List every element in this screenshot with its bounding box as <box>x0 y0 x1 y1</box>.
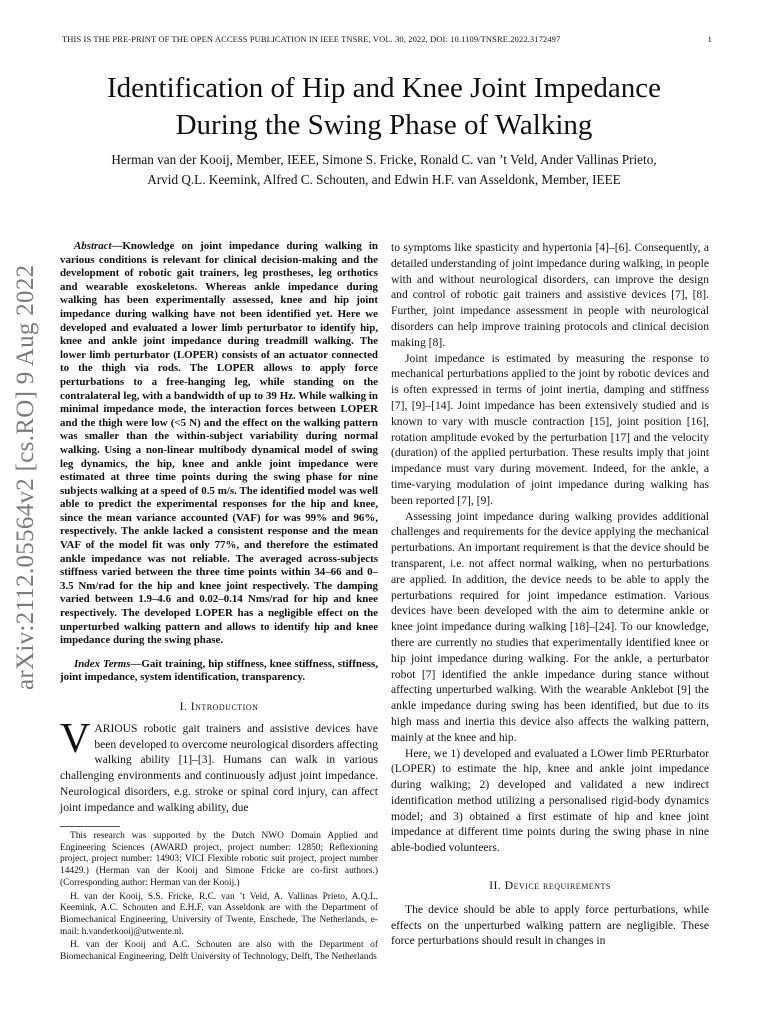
abstract-lead: Abstract <box>74 240 112 252</box>
paragraph: The device should be able to apply force perturbations, while effects on the unperturbed walking pattern are negligible. These force perturbations should result in changes in <box>391 902 709 948</box>
footnote-funding: This research was supported by the Dutch NWO Domain Applied and Engineering Sciences (AWARD project, project number: 12850; Reflexioning project, project number: 14903; VICI Flexible robotic suit project, project number 14429.) (Herman van der Kooij and Simone Fricke are co-first authors.) (Corresponding author: Herman van der Kooij.) <box>60 831 378 888</box>
section-heading-device-requirements: II. Device requirements <box>489 879 611 893</box>
right-column <box>391 240 709 949</box>
intro-paragraph <box>60 715 378 816</box>
left-column <box>60 240 378 816</box>
footnote-affiliation-delft: H. van der Kooij and A.C. Schouten are also with the Department of Biomechanical Engineering, Delft University of Technology, Delft, The Netherlands <box>60 940 378 963</box>
title-line-1: Identification of Hip and Knee Joint Impedance <box>106 72 662 104</box>
intro-body: robotic gait trainers and assistive devices have been developed to overcome neurological disorders affecting walking ability [1]–[3]. Humans can walk in various challenging environments and continuously adjust joint impedance. Neurological disorders, e.g. stroke or spinal cord injury, can affect joint impedance and walking ability, due <box>60 721 378 814</box>
drop-cap: V <box>60 715 91 762</box>
running-header <box>62 34 712 44</box>
footnotes <box>60 826 378 966</box>
index-terms-lead: Index Terms <box>74 657 131 670</box>
section-heading-introduction: I. Introduction <box>179 700 259 713</box>
index-terms-body: —Gait training, hip stiffness, knee stiffness, stiffness, joint impedance, system identification, transparency. <box>60 657 378 684</box>
title-line-2: During the Swing Phase of Walking <box>175 109 593 141</box>
paragraph: Assessing joint impedance during walking provides additional challenges and requirements for the device applying the mechanical perturbations. An important requirement is that the device should be transparent, i.e. not affect normal walking, when no perturbations are applied. In addition, the device needs to be able to apply the perturbations required for joint impedance estimation. Various devices have been developed with the aim to determine ankle or knee joint impedance during walking [18]–[24]. To our knowledge, there are currently no studies that experimentally identified knee or hip joint impedance during walking. For the ankle, a perturbator robot [7] identified the ankle impedance during stance without affecting unperturbed walking. With the wearable Anklebot [9] the ankle impedance during swing has been identified, but due to its high mass and inertia this device also affects the walking pattern, mainly at the knee and hip. <box>391 509 709 744</box>
abstract <box>60 240 378 648</box>
arxiv-stamp[interactable]: arXiv:2112.05564v2 [cs.RO] 9 Aug 2022 <box>12 264 39 690</box>
authors-line-1: Herman van der Kooij, Member, IEEE, Simone S. Fricke, Ronald C. van ’t Veld, Ander Vallinas Prieto, <box>111 152 657 167</box>
paper-title <box>60 70 708 144</box>
paragraph: to symptoms like spasticity and hypertonia [4]–[6]. Consequently, a detailed understanding of joint impedance during walking, in people with and without neurological disorders, can improve the design and control of robotic gait trainers and assistive devices [7], [8]. Further, joint impedance assessment in people with neurological disorders can help improve training protocols and clinical decision making [8]. <box>391 241 709 349</box>
footnote-rule <box>60 826 120 827</box>
intro-capword: ARIOUS <box>94 721 138 735</box>
authors-line-2: Arvid Q.L. Keemink, Alfred C. Schouten, and Edwin H.F. van Asseldonk, Member, IEEE <box>147 172 621 187</box>
page-number: 1 <box>707 34 712 44</box>
paragraph: Joint impedance is estimated by measuring the response to mechanical perturbations applied to the joint by robotic devices and is often expressed in terms of joint inertia, damping and stiffness [7], [9]–[14]. Joint impedance has been extensively studied and is known to vary with muscle contraction [15], joint position [16], rotation amplitude evoked by the perturbation [17] and the velocity (duration) of the applied perturbation. These results imply that joint impedance must vary during movement. Indeed, for the ankle, a time-varying modulation of joint impedance during walking has been reported [7], [9]. <box>391 351 709 507</box>
index-terms <box>60 658 378 685</box>
author-list <box>60 150 708 190</box>
abstract-body: —Knowledge on joint impedance during walking in various conditions is relevant for clinical decision-making and the development of robotic gait trainers, leg prostheses, leg orthotics and wearable exoskeletons. Whereas ankle impedance during walking has been experimentally assessed, knee and hip joint impedance during walking have not been identified yet. Here we developed and evaluated a lower limb perturbator to identify hip, knee and ankle joint impedance during treadmill walking. The lower limb perturbator (LOPER) consists of an actuator connected to the thigh via rods. The LOPER allows to apply force perturbations to a free-hanging leg, while standing on the contralateral leg, with a bandwidth of up to 39 Hz. While walking in minimal impedance mode, the interaction forces between LOPER and the thigh were low (<5 N) and the effect on the walking pattern was smaller than the within-subject variability during normal walking. Using a non-linear multibody dynamical model of swing leg dynamics, the hip, knee and ankle joint impedance were estimated at three time points during the swing phase for nine subjects walking at a speed of 0.5 m/s. The identified model was well able to predict the experimental responses for the hip and knee, since the mean variance accounted (VAF) for was 99% and 96%, respectively. The ankle lacked a consistent response and the mean VAF of the model fit was only 77%, and therefore the estimated ankle impedance was not reliable. The averaged across-subjects stiffness varied between the three time points within 34–66 and 0–3.5 Nm/rad for the hip and knee joint respectively. The damping varied between 1.9–4.6 and 0.02–0.14 Nms/rad for hip and knee respectively. The developed LOPER has a negligible effect on the unperturbed walking pattern and allows to identify hip and knee impedance during the swing phase. <box>60 240 378 647</box>
footnote-affiliation: H. van der Kooij, S.S. Fricke, R.C. van ’t Veld, A. Vallinas Prieto, A.Q.L. Keemink, A.C. Schouten and E.H.F. van Asseldonk are with the Department of Biomechanical Engineering, University of Twente, Enschede, The Netherlands, e-mail: h.vanderkooij@utwente.nl. <box>60 891 378 937</box>
paragraph: Here, we 1) developed and evaluated a LOwer limb PERturbator (LOPER) to estimate the hip, knee and ankle joint impedance during walking; 2) developed and validated a new indirect identification method utilizing a personalised rigid-body dynamics model; and 3) obtained a first estimate of hip and knee joint impedance at different time points during the swing phase in nine able-bodied volunteers. <box>391 746 709 855</box>
running-header-text: THIS IS THE PRE-PRINT OF THE OPEN ACCESS PUBLICATION IN IEEE TNSRE, VOL. 30, 2022, DOI: 10.1109/TNSRE.2022.3172497 <box>62 34 561 44</box>
